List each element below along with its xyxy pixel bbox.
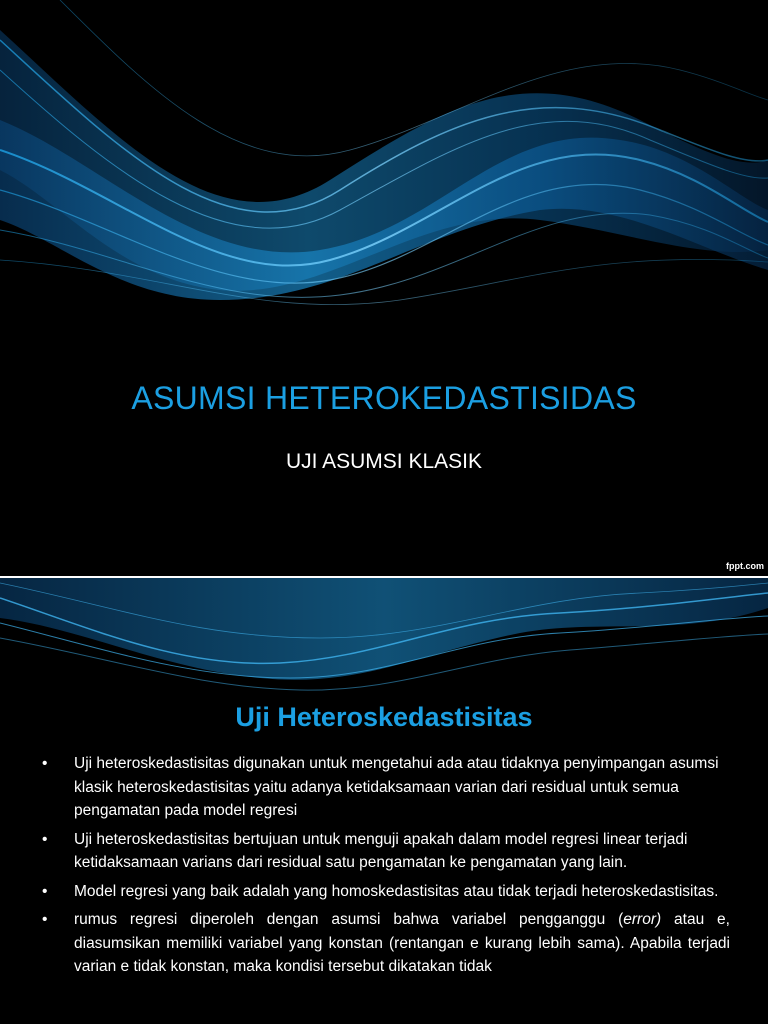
bullet-icon: •: [42, 882, 48, 900]
bullet-icon: •: [42, 755, 48, 772]
wave-background: [0, 578, 768, 698]
bullet-list: [40, 752, 730, 984]
watermark: fppt.com: [726, 561, 764, 571]
bullet-text: Uji heteroskedastisitas bertujuan untuk menguji apakah dalam model regresi linear terjadi ketidaksamaan varians dari residual satu pengamatan ke pengamatan yang lain.: [74, 830, 688, 871]
bullet-text: Model regresi yang baik adalah yang homoskedastisitas atau tidak terjadi heteroskedastisitas.: [74, 882, 719, 900]
bullet-item: [40, 880, 730, 904]
bullet-text-italic: error): [623, 911, 662, 928]
bullet-text: Uji heteroskedastisitas digunakan untuk mengetahui ada atau tidaknya penyimpangan asumsi klasik heteroskedastisitas yaitu adanya ketidaksamaan varian dari residual untuk semua pengamatan pada model regresi: [74, 755, 719, 819]
slide-title: ASUMSI HETEROKEDASTISIDAS: [131, 380, 637, 416]
slide-subtitle: UJI ASUMSI KLASIK: [285, 450, 483, 473]
bullet-text: rumus regresi diperoleh dengan asumsi bahwa variabel pengganggu (: [74, 911, 624, 928]
bullet-icon: •: [42, 911, 48, 928]
bullet-item: [40, 908, 730, 979]
bullet-item: [40, 752, 730, 823]
bullet-text: atau e, diasumsikan memiliki variabel yang konstan (rentangan e kurang lebih sama). Apabila terjadi varian e tidak konstan, maka kondisi tersebut dikatakan tidak: [74, 911, 730, 975]
bullet-icon: •: [42, 830, 48, 848]
slide-title: Uji Heteroskedastisitas: [235, 702, 533, 732]
bullet-item: [40, 828, 730, 875]
content-slide: [0, 578, 768, 1024]
